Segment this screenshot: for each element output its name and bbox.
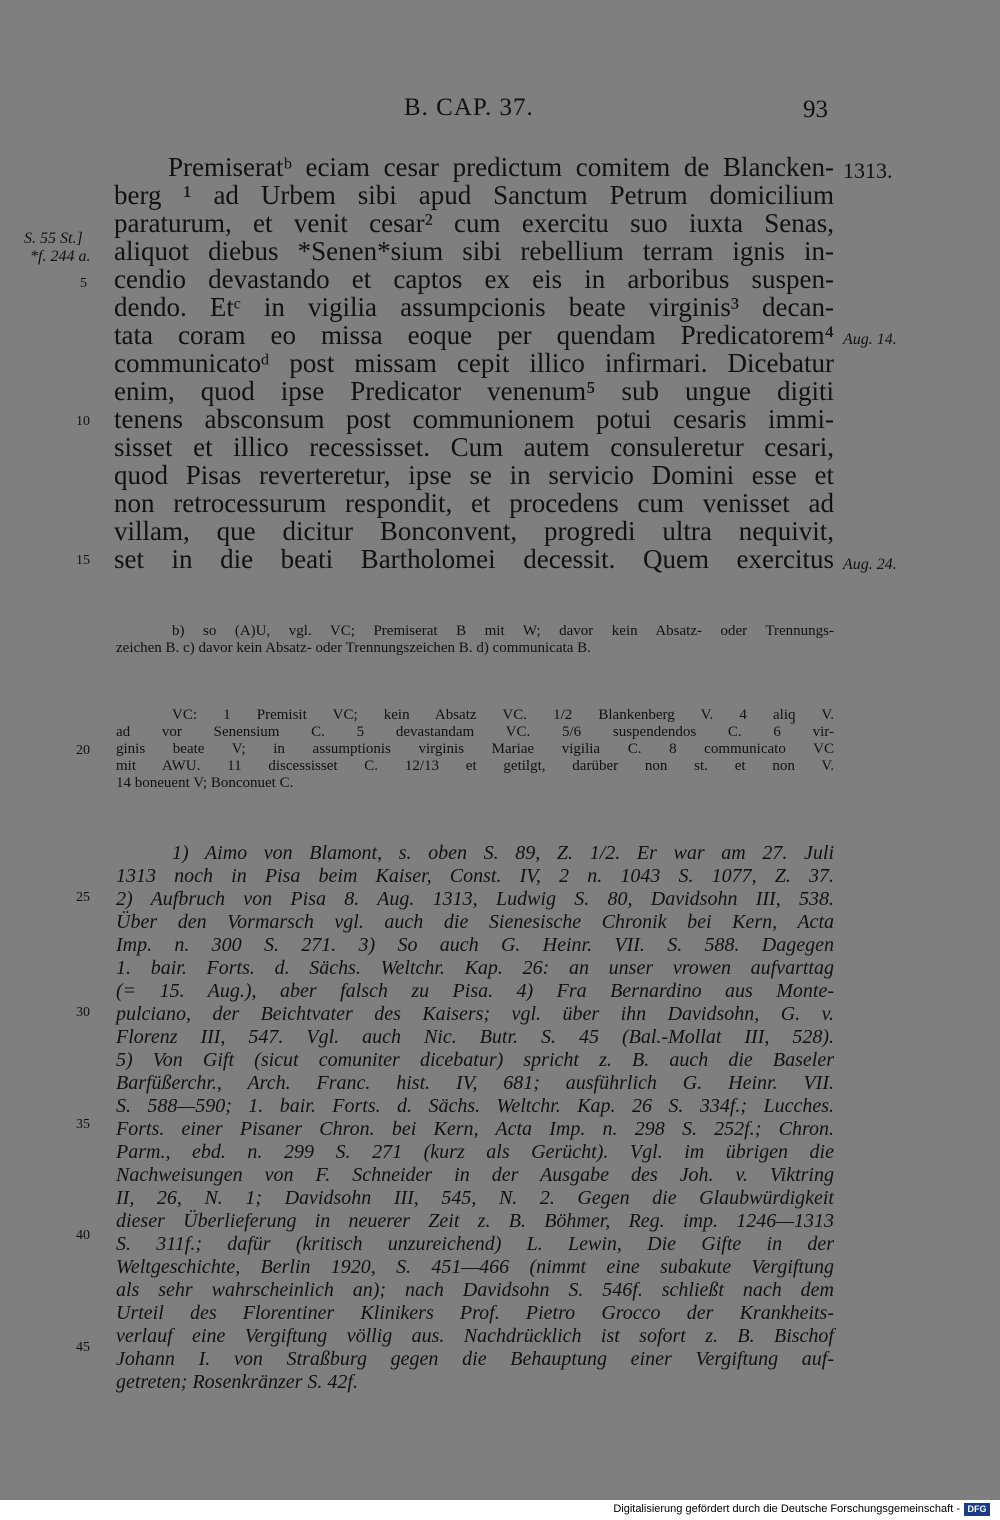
- apparatus-line: VC: 1 Premisit VC; kein Absatz VC. 1/2 Blankenberg V. 4 aliq̱ V.: [172, 707, 834, 723]
- note-line: Barfüßerchr., Arch. Franc. hist. IV, 681; ausführlich G. Heinr. VII.: [116, 1072, 834, 1094]
- text-line: dendo. Etᶜ in vigilia assumpcionis beate virginis³ decan-: [114, 292, 834, 322]
- note-line: (= 15. Aug.), aber falsch zu Pisa. 4) Fra Bernardino aus Monte-: [116, 980, 834, 1002]
- line-number: 30: [76, 1005, 90, 1020]
- line-number: 10: [76, 414, 90, 429]
- text-line: quod Pisas reverteretur, ipse se in servicio Domini esse et: [114, 460, 834, 490]
- text-line: Premiseratᵇ eciam cesar predictum comitem de Blancken-: [168, 152, 834, 182]
- note-line: als sehr wahrscheinlich an); nach Davidsohn S. 546f. schließt nach dem: [116, 1279, 834, 1301]
- text-line: aliquot diebus *Senen*sium sibi rebellium terram ignis in-: [114, 236, 834, 266]
- text-line: cendio devastando et captos ex eis in arboribus suspen-: [114, 264, 834, 294]
- note-line: Parm., ebd. n. 299 S. 271 (kurz als Gerücht). Vgl. im übrigen die: [116, 1141, 834, 1163]
- note-line: Weltgeschichte, Berlin 1920, S. 451—466 (nimmt eine subakute Vergiftung: [116, 1256, 834, 1278]
- line-number: 15: [76, 553, 90, 568]
- line-number: 45: [76, 1340, 90, 1355]
- line-number: 20: [76, 743, 90, 758]
- note-line: getreten; Rosenkränzer S. 42f.: [116, 1371, 358, 1393]
- apparatus-line: ginis beate V; in assumptionis virginis Mariae vigilia C. 8 communicato VC: [116, 741, 834, 757]
- note-line: S. 311f.; dafür (kritisch unzureichend) L. Lewin, Die Gifte in der: [116, 1233, 834, 1255]
- margin-ref: *f. 244 a.: [30, 248, 91, 265]
- text-line: sisset et illico recessisset. Cum autem consuleretur cesari,: [114, 432, 834, 462]
- apparatus-line: mit AWU. 11 discessisset C. 12/13 et getilgt, darüber non st. et non V.: [116, 758, 834, 774]
- note-line: 5) Von Gift (sicut comuniter dicebatur) spricht z. B. auch die Baseler: [116, 1049, 834, 1071]
- margin-ref: S. 55 St.]: [24, 230, 83, 247]
- note-line: Über den Vormarsch vgl. auch die Sienesische Chronik bei Kern, Acta: [116, 911, 834, 933]
- note-line: Johann I. von Straßburg gegen die Behauptung einer Vergiftung auf-: [116, 1348, 834, 1370]
- text-line: villam, que dicitur Bonconvent, progredi ultra nequivit,: [114, 516, 834, 546]
- line-number: 5: [80, 276, 87, 291]
- note-line: II, 26, N. 1; Davidsohn III, 545, N. 2. Gegen die Glaubwürdigkeit: [116, 1187, 834, 1209]
- margin-date: Aug. 14.: [843, 331, 897, 348]
- note-line: Urteil des Florentiner Klinikers Prof. Pietro Grocco der Krankheits-: [116, 1302, 834, 1324]
- text-line: communicatoᵈ post missam cepit illico infirmari. Dicebatur: [114, 348, 834, 378]
- running-title: B. CAP. 37.: [404, 94, 534, 121]
- note-line: Nachweisungen von F. Schneider in der Ausgabe des Joh. v. Viktring: [116, 1164, 834, 1186]
- line-number: 40: [76, 1228, 90, 1243]
- note-line: Florenz III, 547. Vgl. auch Nic. Butr. S. 45 (Bal.-Mollat III, 528).: [116, 1026, 834, 1048]
- margin-date: Aug. 24.: [843, 556, 897, 573]
- apparatus-line: ad vor Senensium C. 5 devastandam VC. 5/6 suspendendos C. 6 vir-: [116, 724, 834, 740]
- note-line: 2) Aufbruch von Pisa 8. Aug. 1313, Ludwig S. 80, Davidsohn III, 538.: [116, 888, 834, 910]
- variant-line: zeichen B. c) davor kein Absatz- oder Trennungszeichen B. d) communicata B.: [116, 640, 591, 656]
- note-line: dieser Überlieferung in neuerer Zeit z. B. Böhmer, Reg. imp. 1246—1313: [116, 1210, 834, 1232]
- text-line: enim, quod ipse Predicator venenum⁵ sub ungue digiti: [114, 376, 834, 406]
- text-line: berg ¹ ad Urbem sibi apud Sanctum Petrum domicilium: [114, 180, 834, 210]
- text-line: non retrocessurum respondit, et procedens cum venisset ad: [114, 488, 834, 518]
- text-line: tata coram eo missa eoque per quendam Predicatorem⁴: [114, 320, 834, 350]
- note-line: verlauf eine Vergiftung völlig aus. Nachdrücklich ist sofort z. B. Bischof: [116, 1325, 834, 1347]
- note-line: Imp. n. 300 S. 271. 3) So auch G. Heinr. VII. S. 588. Dagegen: [116, 934, 834, 956]
- page-number: 93: [803, 96, 828, 123]
- text-line: set in die beati Bartholomei decessit. Quem exercitus: [114, 544, 834, 574]
- dfg-logo[interactable]: DFG: [964, 1503, 990, 1516]
- note-line: 1313 noch in Pisa beim Kaiser, Const. IV, 2 n. 1043 S. 1077, Z. 37.: [116, 865, 834, 887]
- margin-year: 1313.: [843, 158, 893, 183]
- note-line: 1. bair. Forts. d. Sächs. Weltchr. Kap. 26: an unser vrowen aufvarttag: [116, 957, 834, 979]
- footer-bar: [0, 1500, 1000, 1520]
- text-line: tenens absconsum post communionem potui cesaris immi-: [114, 404, 834, 434]
- line-number: 35: [76, 1117, 90, 1132]
- line-number: 25: [76, 890, 90, 905]
- text-line: paraturum, et venit cesar² cum exercitu suo iuxta Senas,: [114, 208, 834, 238]
- note-line: 1) Aimo von Blamont, s. oben S. 89, Z. 1/2. Er war am 27. Juli: [172, 842, 834, 864]
- note-line: pulciano, der Beichtvater des Kaisers; vgl. über ihn Davidsohn, G. v.: [116, 1003, 834, 1025]
- note-line: S. 588—590; 1. bair. Forts. d. Sächs. Weltchr. Kap. 26 S. 334f.; Lucches.: [116, 1095, 834, 1117]
- funding-credit: Digitalisierung gefördert durch die Deutsche Forschungsgemeinschaft -: [613, 1503, 960, 1515]
- apparatus-line: 14 boneuent V; Bonconuet C.: [116, 775, 294, 791]
- note-line: Forts. einer Pisaner Chron. bei Kern, Acta Imp. n. 298 S. 252f.; Chron.: [116, 1118, 834, 1140]
- variant-line: b) so (A)U, vgl. VC; Premiserat B mit W; davor kein Absatz- oder Trennungs-: [172, 623, 834, 639]
